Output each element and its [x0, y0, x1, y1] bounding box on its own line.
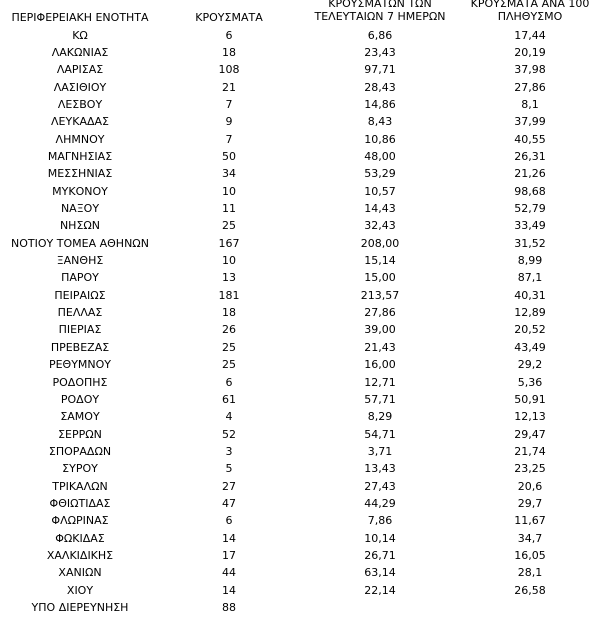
cell-last7: 23,43 — [364, 45, 396, 59]
cell-last7: 28,43 — [364, 80, 396, 94]
cell-last7: 97,71 — [364, 63, 396, 77]
table-row — [0, 165, 577, 182]
cell-region: ΡΟΔΟΥ — [60, 392, 100, 406]
cell-region: ΠΕΛΛΑΣ — [57, 306, 103, 320]
table-row — [0, 148, 577, 165]
header-last7-line1: ΚΡΟΥΣΜΑΤΩΝ ΤΩΝ — [328, 0, 432, 10]
cell-per100k: 11,67 — [514, 514, 546, 528]
cell-per100k: 33,49 — [514, 219, 546, 233]
cell-cases: 5 — [225, 462, 233, 476]
cell-per100k: 12,13 — [514, 410, 546, 424]
cell-cases: 18 — [222, 45, 236, 59]
cell-cases: 52 — [222, 427, 236, 441]
table-row — [0, 131, 577, 148]
cell-last7: 6,86 — [367, 28, 393, 42]
cell-cases: 3 — [225, 444, 233, 458]
cell-region: ΛΑΣΙΘΙΟΥ — [53, 80, 107, 94]
cell-last7: 63,14 — [364, 566, 396, 580]
cell-last7: 16,00 — [364, 358, 396, 372]
cell-region: ΡΟΔΟΠΗΣ — [52, 375, 108, 389]
table-row — [0, 27, 577, 44]
table-row — [0, 61, 577, 78]
cell-cases: 4 — [225, 410, 233, 424]
cell-per100k: 43,49 — [514, 340, 546, 354]
cell-region: ΠΡΕΒΕΖΑΣ — [50, 340, 110, 354]
cell-per100k: 98,68 — [514, 184, 546, 198]
cell-region: ΣΕΡΡΩΝ — [58, 427, 102, 441]
cell-cases: 88 — [222, 601, 236, 615]
table-row — [0, 113, 577, 130]
cell-last7: 8,43 — [367, 115, 393, 129]
cell-region: ΝΑΞΟΥ — [60, 202, 100, 215]
cell-cases: 50 — [222, 149, 236, 163]
header-per100k-line2: ΠΛΗΘΥΣΜΟ — [497, 10, 563, 23]
cell-last7: 10,57 — [364, 184, 396, 198]
cell-region: ΧΙΟΥ — [66, 583, 94, 597]
cell-last7: 15,00 — [364, 271, 396, 285]
cell-cases: 7 — [225, 132, 233, 146]
cell-last7: 213,57 — [360, 288, 400, 302]
cell-last7: 14,86 — [364, 97, 396, 111]
cell-cases: 6 — [225, 375, 233, 389]
cell-last7: 54,71 — [364, 427, 396, 441]
table-row — [0, 408, 577, 425]
cell-cases: 34 — [222, 167, 236, 181]
table-row — [0, 512, 577, 529]
cell-last7: 57,71 — [364, 392, 396, 406]
cell-cases: 61 — [222, 392, 236, 406]
cell-per100k: 5,36 — [517, 375, 543, 389]
table-row — [0, 356, 577, 373]
cell-cases: 27 — [222, 479, 236, 493]
cell-last7: 39,00 — [364, 323, 396, 337]
cell-per100k: 20,19 — [514, 45, 546, 59]
cell-region: ΦΩΚΙΔΑΣ — [55, 531, 105, 545]
cell-cases: 181 — [218, 288, 240, 302]
cell-region: ΛΕΣΒΟΥ — [57, 97, 103, 111]
cell-region: ΧΑΛΚΙΔΙΚΗΣ — [46, 549, 114, 562]
table-row — [0, 304, 577, 321]
cell-last7: 7,86 — [367, 514, 393, 528]
table-row — [0, 443, 577, 460]
table-row — [0, 391, 577, 408]
cell-region: ΛΗΜΝΟΥ — [55, 132, 105, 146]
table-row — [0, 44, 577, 61]
cell-last7: 10,14 — [364, 531, 396, 545]
cell-last7: 53,29 — [364, 167, 396, 181]
cell-last7: 3,71 — [367, 444, 393, 458]
cell-cases: 10 — [222, 254, 236, 268]
table-row — [0, 235, 577, 252]
cell-region: ΜΑΓΝΗΣΙΑΣ — [47, 149, 113, 163]
cell-per100k: 23,25 — [514, 462, 546, 476]
table-row — [0, 287, 577, 304]
cell-per100k: 40,31 — [514, 288, 546, 302]
cell-per100k: 12,89 — [514, 306, 546, 320]
cell-per100k: 29,2 — [517, 358, 543, 372]
cell-cases: 18 — [222, 306, 236, 320]
cell-cases: 7 — [225, 97, 233, 111]
cell-region: ΛΑΚΩΝΙΑΣ — [51, 45, 109, 59]
table-row — [0, 530, 577, 547]
cell-per100k: 50,91 — [514, 392, 546, 406]
header-per100k-line1: ΚΡΟΥΣΜΑΤΑ ΑΝΑ 100 — [470, 0, 590, 10]
cell-last7: 48,00 — [364, 149, 396, 163]
cell-region: ΣΥΡΟΥ — [62, 462, 98, 476]
cell-last7: 32,43 — [364, 219, 396, 233]
cell-region: ΜΥΚΟΝΟΥ — [52, 184, 108, 198]
table-row — [0, 460, 577, 477]
table-row — [0, 564, 577, 581]
table-row — [0, 547, 577, 564]
cell-cases: 10 — [222, 184, 236, 198]
cell-region: ΞΑΝΘΗΣ — [56, 254, 104, 268]
table-row — [0, 339, 577, 356]
cell-region: ΛΑΡΙΣΑΣ — [56, 63, 104, 77]
cell-region: ΝΟΤΙΟΥ ΤΟΜΕΑ ΑΘΗΝΩΝ — [11, 236, 149, 250]
cell-per100k: 87,1 — [517, 271, 543, 285]
cell-cases: 6 — [225, 28, 233, 42]
cell-region: ΣΑΜΟΥ — [60, 410, 100, 424]
cell-last7: 27,86 — [364, 306, 396, 320]
cell-last7: 15,14 — [364, 254, 396, 268]
header-cases — [186, 11, 272, 24]
cell-region: ΦΘΙΩΤΙΔΑΣ — [49, 496, 111, 510]
header-cases-label: ΚΡΟΥΣΜΑΤΑ — [195, 11, 263, 24]
cell-region: ΝΗΣΩΝ — [59, 219, 101, 233]
table-row — [0, 478, 577, 495]
cell-region: ΧΑΝΙΩΝ — [58, 566, 102, 580]
cell-per100k: 37,98 — [514, 63, 546, 77]
cell-last7: 12,71 — [364, 375, 396, 389]
cell-region: ΠΑΡΟΥ — [61, 271, 99, 285]
cell-per100k: 40,55 — [514, 132, 546, 146]
cell-per100k: 26,31 — [514, 149, 546, 163]
cell-region: ΜΕΣΣΗΝΙΑΣ — [47, 167, 113, 181]
cell-cases: 26 — [222, 323, 236, 337]
table-row — [0, 183, 577, 200]
cell-last7: 22,14 — [364, 583, 396, 597]
cell-cases: 167 — [218, 236, 240, 250]
cell-region: ΣΠΟΡΑΔΩΝ — [48, 444, 112, 458]
cell-per100k: 34,7 — [517, 531, 543, 545]
cell-cases: 11 — [222, 202, 236, 215]
table-row — [0, 495, 577, 512]
cell-per100k: 8,1 — [521, 97, 539, 111]
cell-cases: 6 — [225, 514, 233, 528]
cell-region: ΚΩ — [72, 28, 88, 42]
cell-last7: 21,43 — [364, 340, 396, 354]
cell-per100k: 26,58 — [514, 583, 546, 597]
header-per100k — [455, 0, 605, 23]
cell-per100k: 29,7 — [517, 496, 543, 510]
cell-last7: 8,29 — [367, 410, 393, 424]
cell-per100k: 31,52 — [514, 236, 546, 250]
cell-region: ΠΙΕΡΙΑΣ — [58, 323, 102, 337]
cell-cases: 13 — [222, 271, 236, 285]
table-row — [0, 269, 577, 286]
cell-per100k: 17,44 — [514, 28, 546, 42]
cell-cases: 17 — [222, 549, 236, 562]
cell-cases: 25 — [222, 340, 236, 354]
table-row — [0, 374, 577, 391]
table-row — [0, 96, 577, 113]
cell-per100k: 21,26 — [514, 167, 546, 181]
cell-per100k: 20,52 — [514, 323, 546, 337]
cell-cases: 14 — [222, 531, 236, 545]
cell-last7: 26,71 — [364, 549, 396, 562]
cell-region: ΛΕΥΚΑΔΑΣ — [51, 115, 109, 129]
cell-per100k: 37,99 — [514, 115, 546, 129]
cell-per100k: 52,79 — [514, 202, 546, 215]
cell-last7: 27,43 — [364, 479, 396, 493]
header-last7-line2: ΤΕΛΕΥΤΑΙΩΝ 7 ΗΜΕΡΩΝ — [314, 10, 446, 23]
cell-last7: 14,43 — [364, 202, 396, 215]
cell-cases: 47 — [222, 496, 236, 510]
cell-per100k: 28,1 — [517, 566, 543, 580]
cell-per100k: 29,47 — [514, 427, 546, 441]
cell-cases: 44 — [222, 566, 236, 580]
cell-last7: 10,86 — [364, 132, 396, 146]
cell-last7: 208,00 — [360, 236, 400, 250]
cell-cases: 14 — [222, 583, 236, 597]
table-row — [0, 200, 577, 217]
cell-region: ΦΛΩΡΙΝΑΣ — [51, 514, 109, 528]
cell-last7: 44,29 — [364, 496, 396, 510]
cell-per100k: 16,05 — [514, 549, 546, 562]
cell-cases: 108 — [218, 63, 240, 77]
cell-per100k: 20,6 — [517, 479, 543, 493]
cell-cases: 25 — [222, 219, 236, 233]
cell-region: ΠΕΙΡΑΙΩΣ — [54, 288, 106, 302]
cell-per100k: 8,99 — [517, 254, 543, 268]
cell-region: ΡΕΘΥΜΝΟΥ — [48, 358, 112, 372]
cell-region: ΥΠΟ ΔΙΕΡΕΥΝΗΣΗ — [31, 601, 129, 615]
table-row — [0, 321, 577, 338]
cell-cases: 21 — [222, 80, 236, 94]
header-region — [0, 11, 160, 24]
table-row — [0, 217, 577, 234]
cell-cases: 25 — [222, 358, 236, 372]
table-row — [0, 79, 577, 96]
table-row — [0, 426, 577, 443]
cell-per100k: 27,86 — [514, 80, 546, 94]
cell-cases: 9 — [225, 115, 233, 129]
cell-region: ΤΡΙΚΑΛΩΝ — [52, 479, 108, 493]
table-row — [0, 582, 577, 599]
table-row — [0, 599, 577, 616]
header-region-label: ΠΕΡΙΦΕΡΕΙΑΚΗ ΕΝΟΤΗΤΑ — [11, 11, 149, 24]
table-row — [0, 252, 577, 269]
header-last7 — [305, 0, 455, 23]
cell-per100k: 21,74 — [514, 444, 546, 458]
cell-last7: 13,43 — [364, 462, 396, 476]
